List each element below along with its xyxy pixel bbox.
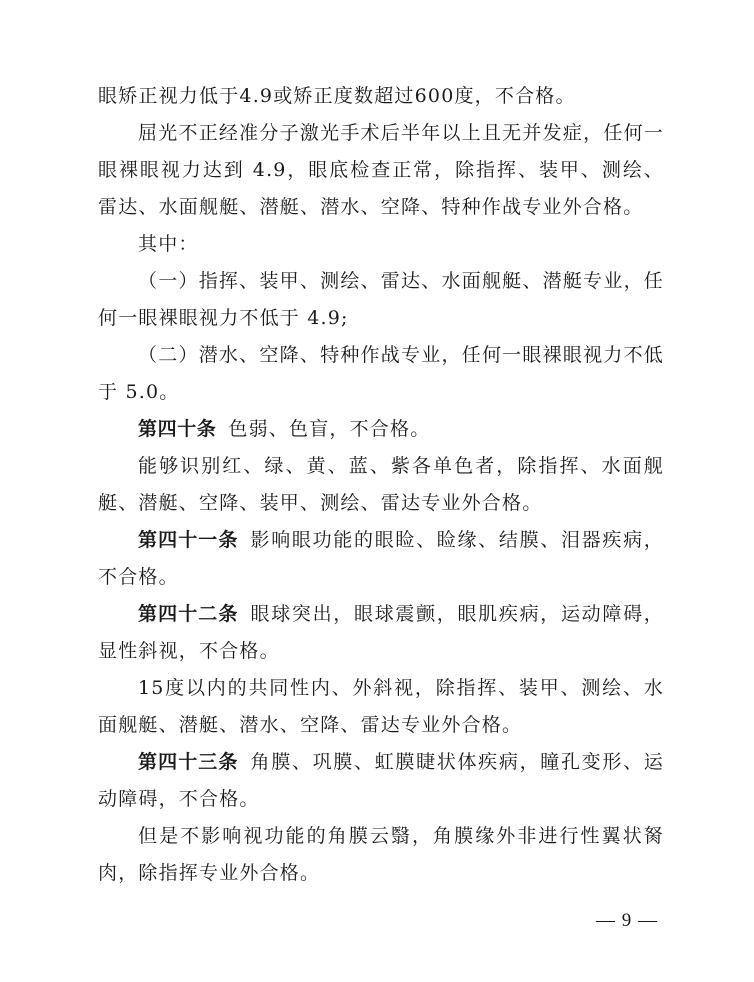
page-number: — 9 — (596, 910, 658, 931)
article-40 (98, 411, 664, 448)
paragraph-text: 能够识别红、绿、黄、蓝、紫各单色者，除指挥、水面舰艇、潜艇、空降、装甲、测绘、雷达专业外合格。 (98, 455, 664, 514)
paragraph-text: 影响眼功能的眼睑、睑缘、结膜、泪器疾病，不合格。 (98, 529, 664, 588)
article-label: 第四十一条 (138, 529, 239, 551)
document-body (98, 78, 664, 892)
article-43 (98, 744, 664, 818)
paragraph-text: 15度以内的共同性内、外斜视，除指挥、装甲、测绘、水面舰艇、潜艇、潜水、空降、雷达专业外合格。 (98, 677, 664, 736)
paragraph-text: 眼球突出，眼球震颤，眼肌疾病，运动障碍，显性斜视，不合格。 (98, 603, 664, 662)
article-42 (98, 596, 664, 670)
paragraph-12 (98, 818, 664, 892)
paragraph-text: 其中： (138, 233, 199, 255)
paragraph-4 (98, 263, 664, 337)
paragraph-text: 但是不影响视功能的角膜云翳，角膜缘外非进行性翼状胬肉，除指挥专业外合格。 (98, 825, 664, 884)
paragraph-10 (98, 670, 664, 744)
paragraph-5 (98, 337, 664, 411)
paragraph-text: （一）指挥、装甲、测绘、雷达、水面舰艇、潜艇专业，任何一眼裸眼视力不低于 4.9; (98, 270, 664, 329)
paragraph-text: 眼矫正视力低于4.9或矫正度数超过600度，不合格。 (98, 85, 576, 107)
article-label: 第四十三条 (138, 751, 239, 773)
paragraph-1 (98, 78, 664, 115)
paragraph-text: （二）潜水、空降、特种作战专业，任何一眼裸眼视力不低于 5.0。 (98, 344, 664, 403)
paragraph-text: 色弱、色盲，不合格。 (228, 418, 431, 440)
paragraph-7 (98, 448, 664, 522)
article-41 (98, 522, 664, 596)
paragraph-text: 角膜、巩膜、虹膜睫状体疾病，瞳孔变形、运动障碍，不合格。 (98, 751, 664, 810)
article-label: 第四十条 (138, 418, 217, 440)
paragraph-2 (98, 115, 664, 226)
paragraph-3 (98, 226, 664, 263)
article-label: 第四十二条 (138, 603, 239, 625)
paragraph-text: 屈光不正经准分子激光手术后半年以上且无并发症，任何一眼裸眼视力达到 4.9，眼底检查正常，除指挥、装甲、测绘、雷达、水面舰艇、潜艇、潜水、空降、特种作战专业外合格。 (98, 122, 664, 218)
